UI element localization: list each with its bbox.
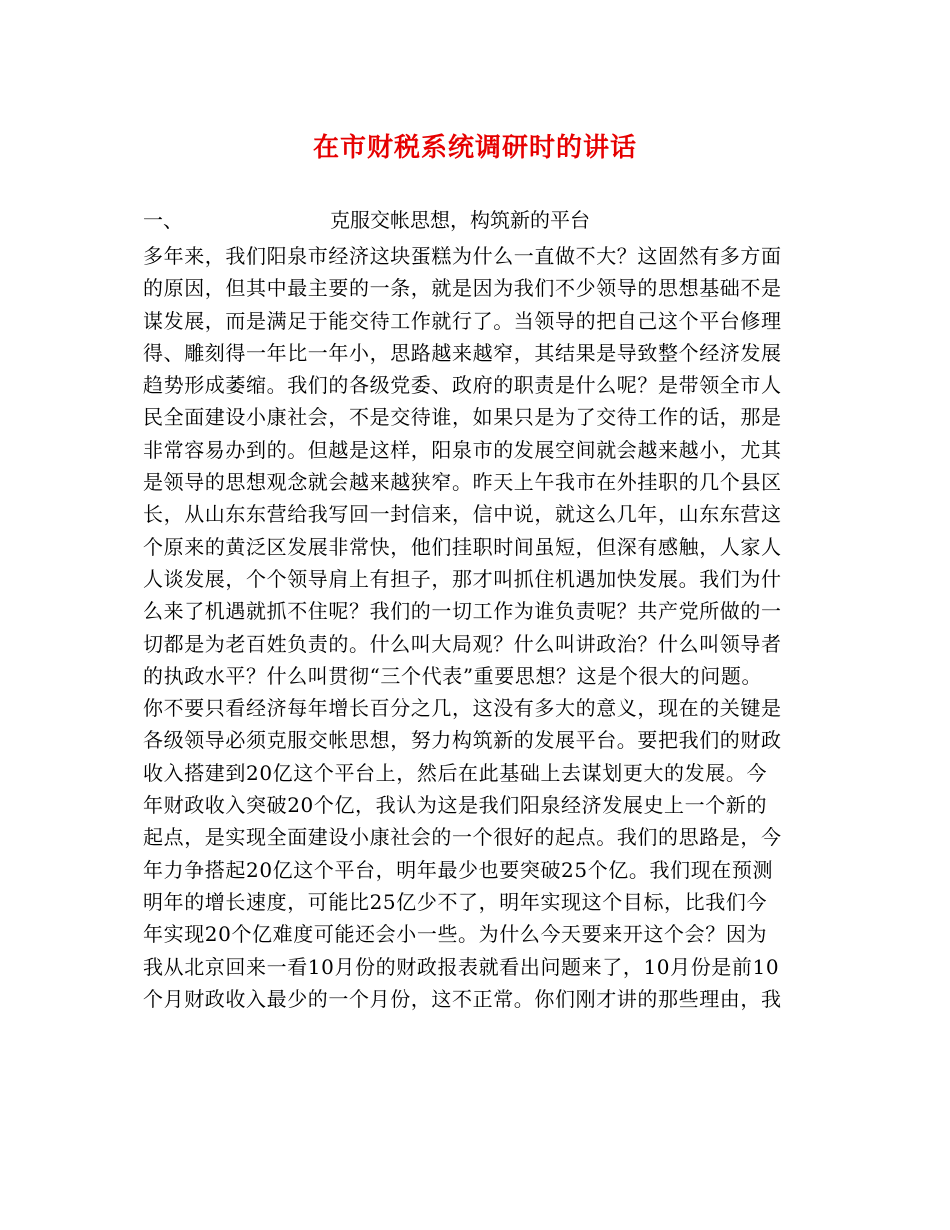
text-line: 民全面建设小康社会，不是交待谁，如果只是为了交待工作的话，那是 bbox=[143, 405, 782, 430]
text-line: 年实现20个亿难度可能还会小一些。为什么今天要来开这个会？因为 bbox=[143, 922, 768, 947]
text-line: 年力争搭起20亿这个平台，明年最少也要突破25个亿。我们现在预测 bbox=[143, 857, 774, 882]
text-line: 趋势形成萎缩。我们的各级党委、政府的职责是什么呢？是带领全市人 bbox=[143, 373, 782, 398]
text-line: 长，从山东东营给我写回一封信来，信中说，就这么几年，山东东营这 bbox=[143, 502, 782, 527]
text-line: 的原因，但其中最主要的一条，就是因为我们不少领导的思想基础不是 bbox=[143, 276, 782, 301]
text-line: 个月财政收入最少的一个月份，这不正常。你们刚才讲的那些理由，我 bbox=[143, 986, 782, 1011]
text-line: 切都是为老百姓负责的。什么叫大局观？什么叫讲政治？什么叫领导者 bbox=[143, 631, 782, 656]
text-line: 谋发展，而是满足于能交待工作就行了。当领导的把自己这个平台修理 bbox=[143, 308, 782, 333]
text-line: 年财政收入突破20个亿，我认为这是我们阳泉经济发展史上一个新的 bbox=[143, 793, 768, 818]
text-line: 个原来的黄泛区发展非常快，他们挂职时间虽短，但深有感触，人家人 bbox=[143, 534, 782, 559]
document-title: 在市财税系统调研时的讲话 bbox=[312, 133, 637, 163]
text-line: 各级领导必须克服交帐思想，努力构筑新的发展平台。要把我们的财政 bbox=[143, 728, 782, 753]
text-line: 是领导的思想观念就会越来越狭窄。昨天上午我市在外挂职的几个县区 bbox=[143, 470, 782, 495]
text-line: 你不要只看经济每年增长百分之几，这没有多大的意义，现在的关键是 bbox=[143, 696, 782, 721]
section-heading-text: 克服交帐思想，构筑新的平台 bbox=[330, 208, 590, 232]
text-line: 起点，是实现全面建设小康社会的一个很好的起点。我们的思路是，今 bbox=[143, 825, 782, 850]
body-paragraph bbox=[143, 240, 823, 1015]
text-line: 明年的增长速度，可能比25亿少不了，明年实现这个目标，比我们今 bbox=[143, 889, 768, 914]
text-line: 的执政水平？什么叫贯彻“三个代表”重要思想？这是个很大的问题。 bbox=[143, 663, 763, 688]
text-line: 收入搭建到20亿这个平台上，然后在此基础上去谋划更大的发展。今 bbox=[143, 760, 768, 785]
section-number: 一、 bbox=[143, 208, 183, 232]
text-line: 我从北京回来一看10月份的财政报表就看出问题来了，10月份是前10 bbox=[143, 954, 780, 979]
text-line: 人谈发展，个个领导肩上有担子，那才叫抓住机遇加快发展。我们为什 bbox=[143, 566, 782, 591]
text-line: 得、雕刻得一年比一年小，思路越来越窄，其结果是导致整个经济发展 bbox=[143, 340, 782, 365]
section-heading bbox=[143, 204, 823, 236]
text-line: 非常容易办到的。但越是这样，阳泉市的发展空间就会越来越小，尤其 bbox=[143, 437, 782, 462]
text-line: 多年来，我们阳泉市经济这块蛋糕为什么一直做不大？这固然有多方面 bbox=[143, 244, 782, 268]
text-line: 么来了机遇就抓不住呢？我们的一切工作为谁负责呢？共产党所做的一 bbox=[143, 599, 782, 624]
